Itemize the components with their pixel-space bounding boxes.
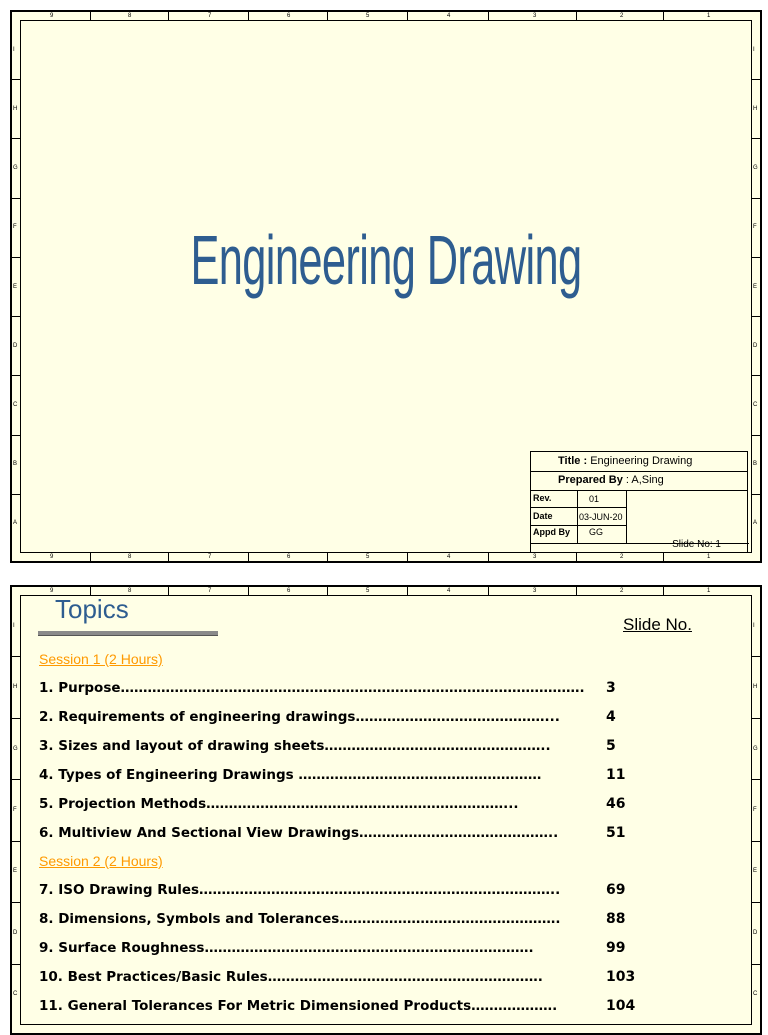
zone-label-top: 3 bbox=[533, 588, 537, 594]
zone-tick bbox=[663, 12, 664, 20]
zone-label-right: C bbox=[753, 401, 758, 408]
prepared-label: Prepared By bbox=[558, 474, 623, 486]
zone-label-bottom: 1 bbox=[707, 554, 711, 560]
zone-label-bottom: 2 bbox=[620, 554, 624, 560]
appd-label: Appd By bbox=[533, 527, 570, 537]
zone-tick bbox=[168, 12, 169, 20]
topic-slide-number: 4 bbox=[606, 709, 616, 725]
zone-label-left: F bbox=[13, 224, 17, 231]
zone-label-top: 1 bbox=[707, 13, 711, 19]
zone-tick bbox=[752, 257, 760, 258]
topic-slide-number: 103 bbox=[606, 969, 636, 985]
date-label: Date bbox=[533, 511, 553, 521]
topic-title: 1. Purpose…………………………………………………………………………………………. bbox=[39, 680, 585, 696]
topic-slide-number: 88 bbox=[606, 911, 626, 927]
zone-label-top: 2 bbox=[620, 588, 624, 594]
zone-tick bbox=[752, 79, 760, 80]
zone-label-left: D bbox=[13, 929, 18, 936]
zone-tick bbox=[12, 435, 20, 436]
topic-title: 9. Surface Roughness………………………………………………………………. bbox=[39, 940, 534, 956]
zone-label-left: B bbox=[13, 461, 18, 468]
slide-2 bbox=[10, 585, 762, 1035]
zone-tick bbox=[12, 656, 20, 657]
title-block-divider bbox=[531, 525, 626, 526]
zone-tick bbox=[12, 902, 20, 903]
zone-tick bbox=[752, 902, 760, 903]
appd-value: GG bbox=[589, 527, 604, 537]
zone-tick bbox=[752, 494, 760, 495]
title-block-prepared-row bbox=[531, 471, 747, 491]
zone-label-top: 7 bbox=[208, 588, 212, 594]
zone-tick bbox=[12, 779, 20, 780]
slide-number: Slide No: 1 bbox=[672, 539, 721, 550]
zone-label-right: D bbox=[753, 342, 758, 349]
zone-label-top: 2 bbox=[620, 13, 624, 19]
zone-tick bbox=[12, 964, 20, 965]
zone-tick bbox=[12, 198, 20, 199]
zone-tick bbox=[168, 587, 169, 595]
zone-label-right: I bbox=[753, 622, 755, 629]
zone-label-right: E bbox=[753, 283, 758, 290]
zone-label-top: 6 bbox=[287, 588, 291, 594]
zone-tick bbox=[752, 435, 760, 436]
zone-label-right: I bbox=[753, 46, 755, 53]
zone-tick bbox=[12, 316, 20, 317]
zone-tick bbox=[407, 12, 408, 20]
rev-label: Rev. bbox=[533, 493, 552, 503]
topic-slide-number: 11 bbox=[606, 767, 626, 783]
zone-label-right: G bbox=[753, 165, 758, 172]
title-block-divider bbox=[626, 490, 627, 543]
zone-label-top: 8 bbox=[128, 13, 132, 19]
rev-value: 01 bbox=[589, 494, 600, 504]
title-value: Engineering Drawing bbox=[590, 455, 693, 467]
zone-tick bbox=[12, 841, 20, 842]
zone-label-left: H bbox=[13, 684, 18, 691]
zone-tick bbox=[663, 553, 664, 561]
zone-label-right: F bbox=[753, 807, 757, 813]
zone-label-right: C bbox=[753, 991, 758, 998]
zone-label-top: 3 bbox=[533, 13, 537, 19]
zone-tick bbox=[752, 718, 760, 719]
zone-tick bbox=[576, 553, 577, 561]
zone-label-bottom: 6 bbox=[287, 554, 291, 560]
topic-slide-number: 46 bbox=[606, 796, 626, 812]
zone-tick bbox=[248, 553, 249, 561]
zone-tick bbox=[488, 12, 489, 20]
topic-title: 10. Best Practices/Basic Rules……………………………………………………. bbox=[39, 969, 543, 985]
title-block-title-row bbox=[531, 452, 747, 472]
zone-tick bbox=[752, 316, 760, 317]
prepared-value: : A,Sing bbox=[625, 474, 664, 486]
zone-label-left: A bbox=[13, 520, 18, 527]
topic-slide-number: 69 bbox=[606, 882, 626, 898]
slide-1 bbox=[10, 10, 762, 563]
zone-label-left: E bbox=[13, 283, 18, 290]
zone-label-right: H bbox=[753, 105, 758, 112]
zone-tick bbox=[752, 841, 760, 842]
zone-tick bbox=[576, 587, 577, 595]
zone-tick bbox=[327, 553, 328, 561]
zone-tick bbox=[248, 587, 249, 595]
title-block bbox=[530, 451, 748, 553]
zone-tick bbox=[168, 553, 169, 561]
zone-tick bbox=[90, 553, 91, 561]
zone-tick bbox=[12, 718, 20, 719]
zone-label-left: I bbox=[13, 622, 15, 629]
zone-label-bottom: 3 bbox=[533, 554, 537, 560]
topic-slide-number: 5 bbox=[606, 738, 616, 754]
zone-label-top: 5 bbox=[366, 13, 370, 19]
zone-tick bbox=[407, 553, 408, 561]
zone-tick bbox=[248, 12, 249, 20]
zone-label-right: G bbox=[753, 745, 758, 752]
zone-label-top: 9 bbox=[50, 13, 54, 19]
zone-tick bbox=[327, 587, 328, 595]
zone-tick bbox=[488, 553, 489, 561]
zone-tick bbox=[752, 656, 760, 657]
session-1-heading: Session 1 (2 Hours) bbox=[39, 651, 163, 667]
zone-label-left: F bbox=[13, 807, 17, 813]
zone-tick bbox=[327, 12, 328, 20]
zone-tick bbox=[12, 257, 20, 258]
topic-slide-number: 99 bbox=[606, 940, 626, 956]
zone-label-top: 9 bbox=[50, 588, 54, 594]
topic-title: 5. Projection Methods…………………………………………………………... bbox=[39, 796, 519, 812]
zone-label-right: F bbox=[753, 224, 757, 231]
zone-label-left: H bbox=[13, 105, 18, 112]
zone-label-bottom: 4 bbox=[447, 554, 451, 560]
zone-tick bbox=[752, 964, 760, 965]
zone-label-left: C bbox=[13, 991, 18, 998]
zone-tick bbox=[90, 12, 91, 20]
zone-label-left: C bbox=[13, 401, 18, 408]
topic-title: 11. General Tolerances For Metric Dimensioned Products………………. bbox=[39, 998, 558, 1014]
topic-title: 8. Dimensions, Symbols and Tolerances…………………………………………. bbox=[39, 911, 561, 927]
zone-tick bbox=[12, 79, 20, 80]
session-2-heading: Session 2 (2 Hours) bbox=[39, 853, 163, 869]
zone-tick bbox=[12, 138, 20, 139]
zone-tick bbox=[663, 587, 664, 595]
zone-tick bbox=[752, 375, 760, 376]
zone-label-bottom: 7 bbox=[208, 554, 212, 560]
zone-label-top: 7 bbox=[208, 13, 212, 19]
topic-slide-number: 3 bbox=[606, 680, 616, 696]
zone-label-top: 4 bbox=[447, 588, 451, 594]
title-block-divider bbox=[577, 490, 578, 543]
zone-label-top: 8 bbox=[128, 588, 132, 594]
topic-slide-number: 51 bbox=[606, 825, 626, 841]
zone-label-left: E bbox=[13, 868, 18, 875]
zone-label-bottom: 9 bbox=[50, 554, 54, 560]
zone-label-top: 6 bbox=[287, 13, 291, 19]
zone-label-left: G bbox=[13, 165, 18, 172]
zone-label-right: D bbox=[753, 929, 758, 936]
zone-tick bbox=[12, 375, 20, 376]
topic-title: 2. Requirements of engineering drawings……………………………………... bbox=[39, 709, 560, 725]
zone-tick bbox=[752, 198, 760, 199]
zone-label-top: 5 bbox=[366, 588, 370, 594]
topics-heading: Topics bbox=[55, 594, 129, 624]
zone-label-bottom: 8 bbox=[128, 554, 132, 560]
zone-tick bbox=[752, 779, 760, 780]
slide-no-column-header: Slide No. bbox=[623, 615, 692, 634]
zone-label-right: A bbox=[753, 520, 758, 527]
zone-label-right: B bbox=[753, 461, 758, 468]
zone-label-right: E bbox=[753, 868, 758, 875]
zone-label-bottom: 5 bbox=[366, 554, 370, 560]
zone-tick bbox=[752, 138, 760, 139]
zone-tick bbox=[407, 587, 408, 595]
zone-label-left: I bbox=[13, 46, 15, 53]
heading-underline-bar bbox=[38, 631, 218, 636]
zone-tick bbox=[488, 587, 489, 595]
slide-title: Engineering Drawing bbox=[190, 221, 582, 299]
zone-label-left: D bbox=[13, 342, 18, 349]
topic-title: 4. Types of Engineering Drawings ……………………………………………… bbox=[39, 767, 542, 783]
topic-title: 6. Multiview And Sectional View Drawings…………………………………….. bbox=[39, 825, 559, 841]
topic-title: 7. ISO Drawing Rules…………………………………………………………………….. bbox=[39, 882, 561, 898]
title-block-divider bbox=[531, 507, 626, 508]
zone-label-left: G bbox=[13, 745, 18, 752]
topic-title: 3. Sizes and layout of drawing sheets………………………………………….. bbox=[39, 738, 551, 754]
zone-label-top: 4 bbox=[447, 13, 451, 19]
date-value: 03-JUN-20 bbox=[579, 512, 623, 522]
topic-slide-number: 104 bbox=[606, 998, 636, 1014]
zone-label-right: H bbox=[753, 684, 758, 691]
title-label: Title : bbox=[558, 455, 588, 467]
zone-tick bbox=[576, 12, 577, 20]
zone-tick bbox=[12, 494, 20, 495]
zone-label-top: 1 bbox=[707, 588, 711, 594]
